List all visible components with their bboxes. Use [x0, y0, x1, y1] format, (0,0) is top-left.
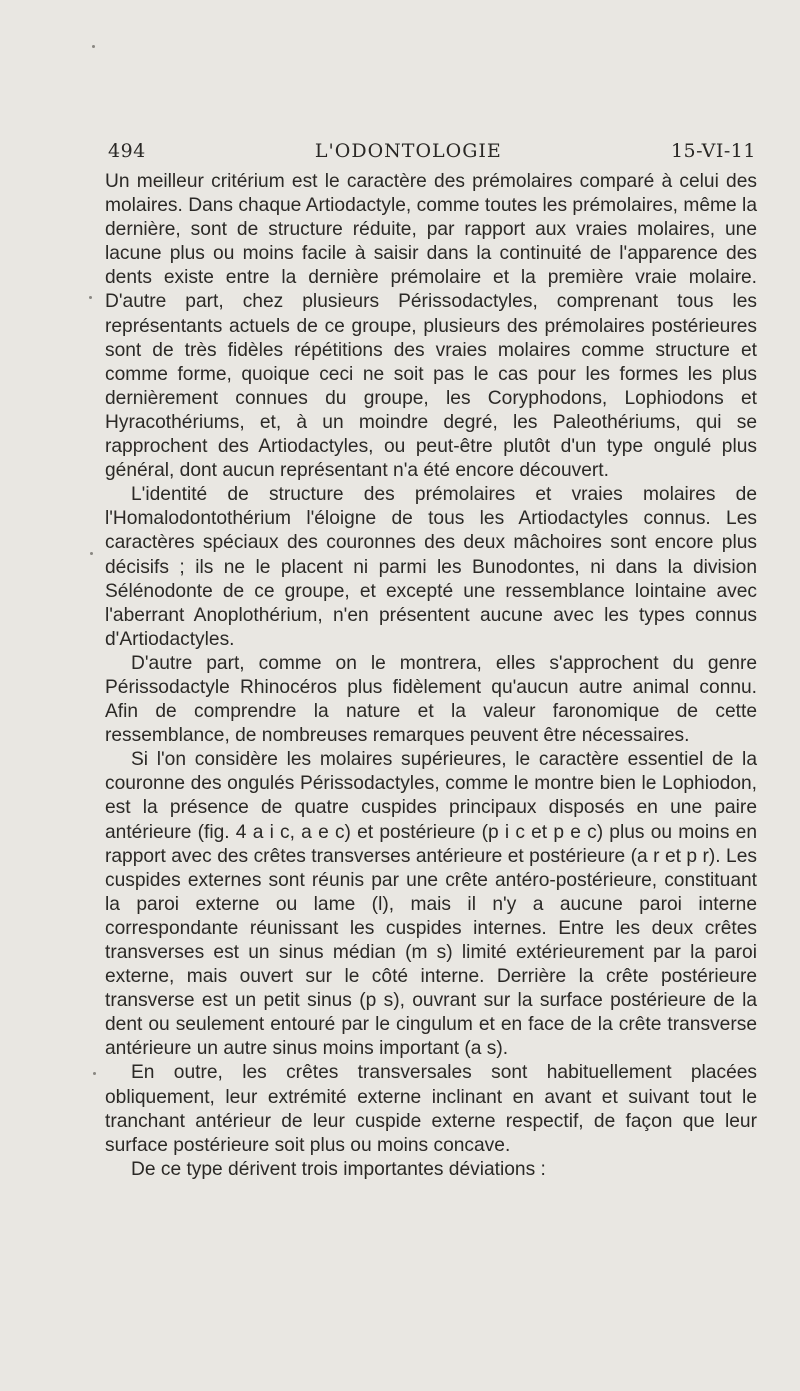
- paragraph-2: L'identité de structure des prémolaires et vraies molaires de l'Homalodontothérium l'éloigne de tous les Artiodactyles connus. Les caractères spéciaux des couronnes des deux mâchoires sont encore plus décisifs ; ils ne le placent ni parmi les Bunodontes, ni dans la division Sélénodonte de ce groupe, et excepté une ressemblance lointaine avec l'aberrant Anoplothérium, n'en présentent aucune avec les types connus d'Artiodactyles.: [105, 484, 757, 650]
- body-text: [105, 170, 757, 1182]
- paragraph-4: Si l'on considère les molaires supérieures, le caractère essentiel de la couronne des ongulés Périssodactyles, comme le montre bien le Lophiodon, est la présence de quatre cuspides principaux disposés en une paire antérieure (fig. 4 a i c, a e c) et postérieure (p i c et p e c) plus ou moins en rapport avec des crêtes transverses antérieure et postérieure (a r et p r). Les cuspides externes sont réunis par une crête antéro-postérieure, constituant la paroi externe ou lame (l), mais il n'y a aucune paroi interne correspondante réunissant les cuspides internes. Entre les deux crêtes transverses est un sinus médian (m s) limité extérieurement par la paroi externe, mais ouvert sur le côté interne. Derrière la crête postérieure transverse est un petit sinus (p s), ouvrant sur la surface postérieure de la dent ou seulement entouré par le cingulum et en face de la crête transverse antérieure un autre sinus moins important (a s).: [105, 749, 757, 1060]
- page-number: 494: [108, 140, 146, 162]
- paragraph-5: En outre, les crêtes transversales sont habituellement placées obliquement, leur extrémité externe inclinant en avant et suivant tout le tranchant antérieur de leur cuspide externe respectif, de façon que leur surface postérieure soit plus ou moins concave.: [105, 1062, 757, 1156]
- paper-speck: [89, 296, 92, 299]
- journal-title: L'ODONTOLOGIE: [314, 140, 502, 162]
- issue-date: 15-VI-11: [670, 140, 756, 162]
- paper-speck: [93, 1072, 96, 1075]
- paper-speck: [92, 45, 95, 48]
- paragraph-3: D'autre part, comme on le montrera, elles s'approchent du genre Périssodactyle Rhinocéros plus fidèlement qu'aucun autre animal connu. Afin de comprendre la nature et la valeur faronomique de cette ressemblance, de nombreuses remarques peuvent être nécessaires.: [105, 652, 757, 747]
- paragraph-1: Un meilleur critérium est le caractère des prémolaires comparé à celui des molaires. Dans chaque Artiodactyle, comme toutes les prémolaires, même la dernière, sont de structure réduite, par rapport aux vraies molaires, une lacune plus ou moins facile à saisir dans la continuité de l'apparence des dents existe entre la dernière prémolaire et la première vraie molaire. D'autre part, chez plusieurs Périssodactyles, comprenant tous les représentants actuels de ce groupe, plusieurs des prémolaires postérieures sont de très fidèles répétitions des vraies molaires comme structure et comme forme, quoique ceci ne soit pas le cas pour les formes les plus dernièrement connues du groupe, les Coryphodons, Lophiodons et Hyracothériums, et, à un moindre degré, les Paleothériums, qui se rapprochent des Artiodactyles, ou peut-être plutôt d'un type ongulé plus général, dont aucun représentant n'a été encore découvert.: [105, 171, 757, 482]
- paper-speck: [90, 552, 93, 555]
- paragraph-6: De ce type dérivent trois importantes déviations :: [131, 1158, 546, 1180]
- running-header: [108, 140, 756, 162]
